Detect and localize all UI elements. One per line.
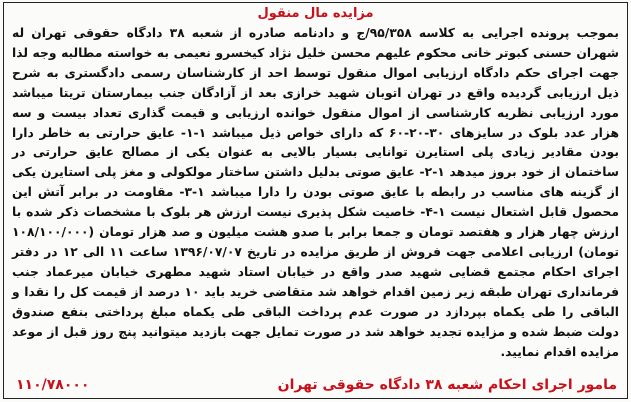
notice-title: مزایده مال منقول bbox=[257, 6, 374, 21]
notice-footer bbox=[8, 374, 623, 396]
notice-body: بموجب پرونده اجرایی به کلاسه ۹۵/۳۵۸/ج و دادنامه صادره از شعبه ۳۸ دادگاه حقوقی تهران له شهران حسنی کبوتر خانی محکوم علیهم محسن خلیل نژاد کیخسرو نعیمی به خواسته مطالبه وجه لذا جهت اجرای حکم دادگاه ارزیابی اموال منقول توسط احد از کارشناسان رسمی دادگستری به شرح ذیل ارزیابی گردیده واقع در تهران اتوبان شهید خرازی بعد از آزادگان جنب بیمارستان تریتا میباشد مورد ارزیابی نظریه کارشناسی از اموال منقول خوانده ارزیابی و قیمت گذاری تعداد بیست و سه هزار عدد بلوک در سایزهای ۳۰-۲۰-۶۰ که دارای خواص ذیل میباشد ۱-۱- عایق حرارتی به خاطر دارا بودن مقادیر زیادی پلی استایرن توانایی بسیار بالایی به عنوان یکی از مصالح عایق حرارتی در ساختمان از خود بروز میدهد ۱-۲- عایق صوتی بدلیل داشتن ساختار مولکولی و مغز پلی استایرن یکی از گزینه های مناسب در رابطه با عایق صوتی بودن را دارا میباشد ۱-۳- مقاومت در برابر آتش این محصول قابل اشتعال نیست ۱-۴- خاصیت شکل پذیری نیست ارزش هر بلوک با مشخصات ذکر شده با ارزش چهار هزار و هفتصد تومان و جمعا برابر با صدو هشت میلیون و صد هزار تومان (۱۰۸/۱۰۰/۰۰۰ تومان) ارزیابی اعلامی جهت فروش از طریق مزایده در تاریخ ۱۳۹۶/۰۷/۰۷ ساعت ۱۱ الی ۱۲ در دفتر اجرای احکام مجتمع قضایی شهید صدر واقع در خیابان استاد شهید مطهری خیابان میرعماد جنب فرمانداری تهران طبقه زیر زمین اقدام خواهد شد متقاضی خرید باید ۱۰ درصد از قیمت کل را نقدا و الباقی را طی یکماه بپردازد در صورت عدم پرداخت الباقی طی یکماه مبلغ پرداختی بنفع صندوق دولت ضبط شده و مزایده تجدید خواهد شد در صورت تمایل جهت بازدید میتوانید پنج روز قبل از موعد مزایده اقدام نمایید. bbox=[12, 26, 620, 359]
notice-signature: مامور اجرای احکام شعبه ۳۸ دادگاه حقوقی تهران bbox=[277, 377, 617, 393]
notice-code: ۱۱۰/۷۸۰۰۰ bbox=[16, 377, 90, 393]
